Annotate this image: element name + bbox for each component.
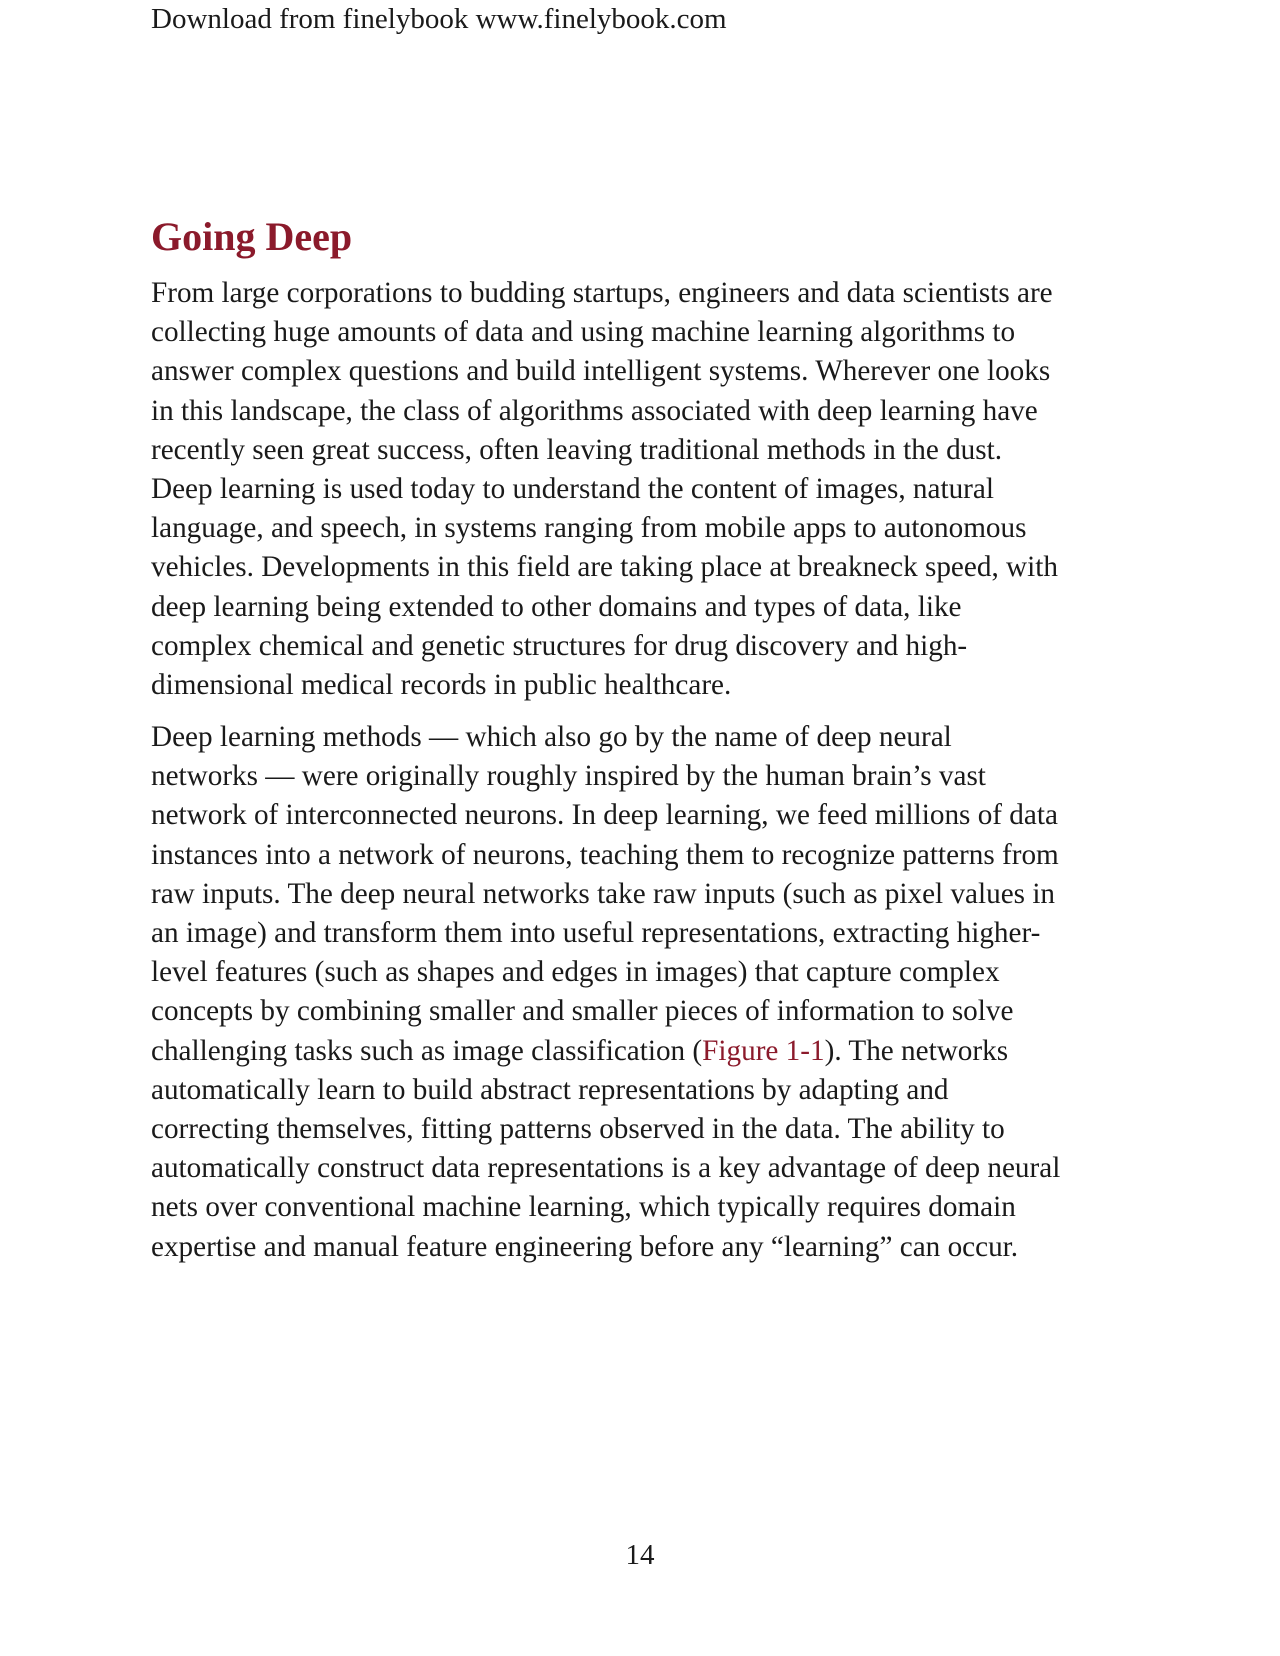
text-line: nets over conventional machine learning, which typically requires domain bbox=[151, 1191, 1016, 1224]
text-line: automatically learn to build abstract representations by adapting and bbox=[151, 1073, 949, 1106]
text-line: Deep learning is used today to understand the content of images, natural bbox=[151, 473, 994, 506]
text-line: recently seen great success, often leaving traditional methods in the dust. bbox=[151, 433, 1003, 466]
text-line: networks — were originally roughly inspired by the human brain’s vast bbox=[151, 760, 986, 793]
figure-1-1-link[interactable]: Figure 1-1 bbox=[702, 1034, 825, 1067]
text-line: automatically construct data representations is a key advantage of deep neural bbox=[151, 1152, 1061, 1185]
text-line: an image) and transform them into useful representations, extracting higher- bbox=[151, 917, 1041, 950]
text-line: vehicles. Developments in this field are taking place at breakneck speed, with bbox=[151, 551, 1058, 584]
text-line: in this landscape, the class of algorithms associated with deep learning have bbox=[151, 394, 1038, 427]
text-line: dimensional medical records in public healthcare. bbox=[151, 669, 732, 702]
text-fragment: ). The networks bbox=[824, 1034, 1009, 1067]
page-header: Download from finelybook www.finelybook.com bbox=[151, 3, 727, 35]
text-line: language, and speech, in systems ranging from mobile apps to autonomous bbox=[151, 512, 1027, 545]
page-number: 14 bbox=[625, 1539, 655, 1571]
text-line: instances into a network of neurons, teaching them to recognize patterns from bbox=[151, 838, 1059, 871]
text-line: correcting themselves, fitting patterns observed in the data. The ability to bbox=[151, 1113, 1005, 1146]
section-title: Going Deep bbox=[151, 214, 353, 259]
text-line: deep learning being extended to other domains and types of data, like bbox=[151, 590, 962, 623]
text-line: collecting huge amounts of data and using machine learning algorithms to bbox=[151, 316, 1016, 349]
text-line: expertise and manual feature engineering before any “learning” can occur. bbox=[151, 1230, 1019, 1263]
text-line-with-link bbox=[151, 1032, 1141, 1071]
text-line: From large corporations to budding startups, engineers and data scientists are bbox=[151, 277, 1053, 309]
text-line: concepts by combining smaller and smaller pieces of information to solve bbox=[151, 995, 1014, 1028]
text-line: level features (such as shapes and edges in images) that capture complex bbox=[151, 956, 1000, 989]
text-line: raw inputs. The deep neural networks take raw inputs (such as pixel values in bbox=[151, 877, 1056, 910]
text-line: answer complex questions and build intelligent systems. Wherever one looks bbox=[151, 355, 1051, 388]
paragraph-2 bbox=[151, 718, 1141, 1267]
text-line: network of interconnected neurons. In deep learning, we feed millions of data bbox=[151, 799, 1058, 832]
text-line: complex chemical and genetic structures for drug discovery and high- bbox=[151, 629, 968, 662]
text-line: Deep learning methods — which also go by the name of deep neural bbox=[151, 721, 952, 753]
paragraph-1 bbox=[151, 274, 1141, 705]
text-fragment: challenging tasks such as image classification ( bbox=[151, 1034, 703, 1067]
